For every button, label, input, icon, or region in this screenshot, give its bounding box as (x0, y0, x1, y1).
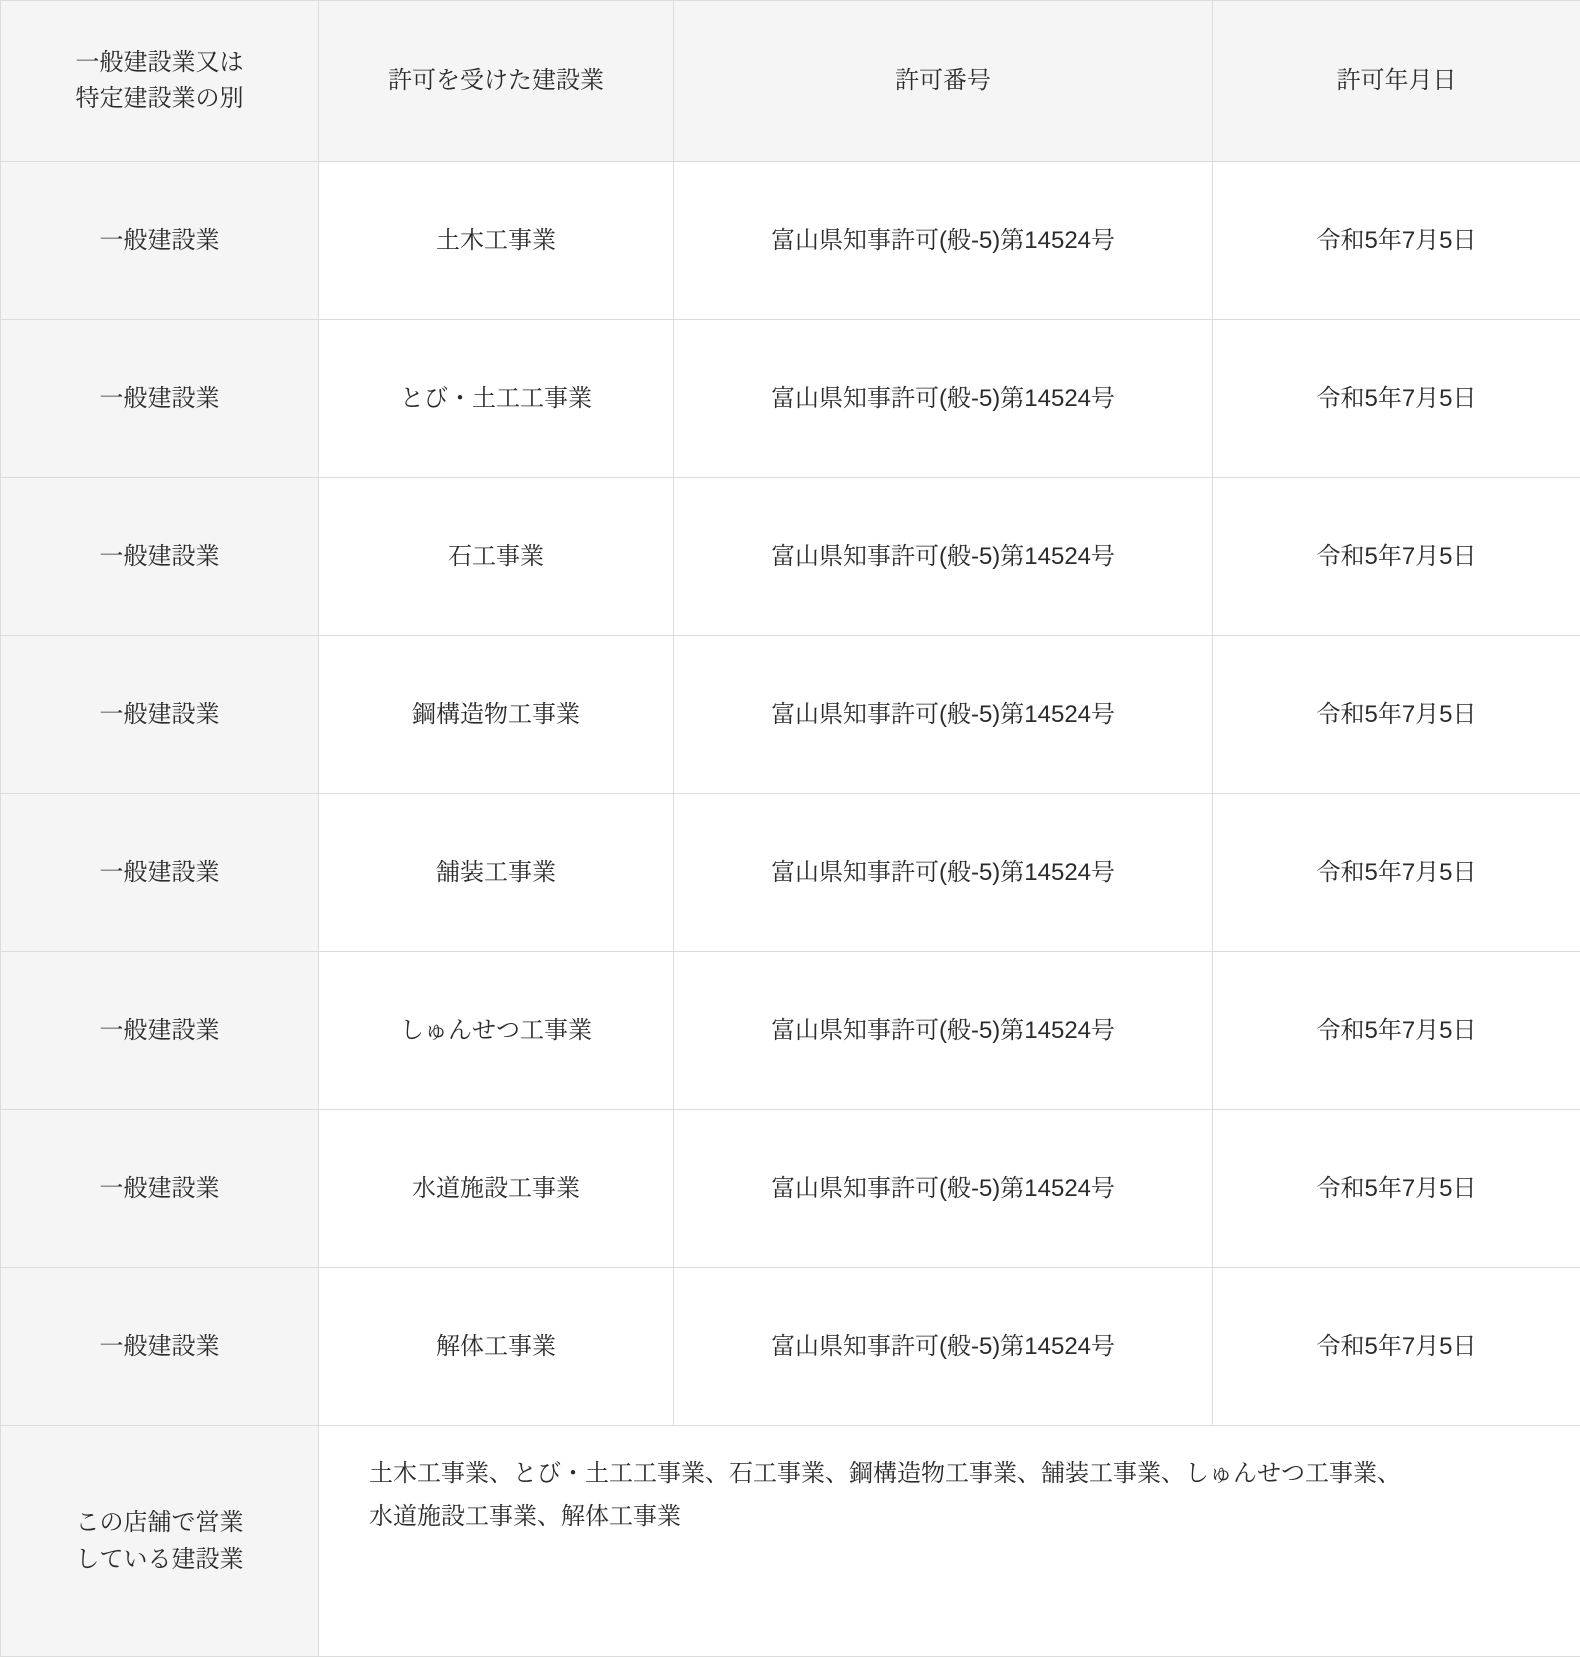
cell-business: 土木工事業 (319, 162, 674, 320)
table-header (1, 1, 1580, 162)
table-row (1, 1268, 1580, 1426)
footer-label-line2: している建設業 (9, 1541, 310, 1578)
cell-business: 水道施設工事業 (319, 1110, 674, 1268)
column-header-license-number: 許可番号 (674, 1, 1213, 162)
cell-license-kind: 一般建設業 (1, 1268, 319, 1426)
table-row (1, 162, 1580, 320)
cell-license-number: 富山県知事許可(般-5)第14524号 (674, 1268, 1213, 1426)
column-header-license-kind-line1: 一般建設業又は (9, 45, 310, 81)
cell-license-date: 令和5年7月5日 (1213, 794, 1580, 952)
column-header-license-date: 許可年月日 (1213, 1, 1580, 162)
footer-label-line1: この店舗で営業 (9, 1504, 310, 1541)
table-header-row (1, 1, 1580, 162)
cell-business: 舗装工事業 (319, 794, 674, 952)
table-row (1, 320, 1580, 478)
cell-business: しゅんせつ工事業 (319, 952, 674, 1110)
cell-license-number: 富山県知事許可(般-5)第14524号 (674, 320, 1213, 478)
footer-label-active-businesses (1, 1426, 319, 1657)
cell-business: 解体工事業 (319, 1268, 674, 1426)
cell-license-date: 令和5年7月5日 (1213, 162, 1580, 320)
table-row (1, 794, 1580, 952)
column-header-license-kind-line2: 特定建設業の別 (9, 81, 310, 117)
cell-license-date: 令和5年7月5日 (1213, 320, 1580, 478)
table-row (1, 952, 1580, 1110)
table-row (1, 1110, 1580, 1268)
footer-value-line2: 水道施設工事業、解体工事業 (369, 1495, 1536, 1538)
cell-license-number: 富山県知事許可(般-5)第14524号 (674, 162, 1213, 320)
column-header-business: 許可を受けた建設業 (319, 1, 674, 162)
cell-license-date: 令和5年7月5日 (1213, 1268, 1580, 1426)
column-header-license-kind (1, 1, 319, 162)
cell-license-number: 富山県知事許可(般-5)第14524号 (674, 636, 1213, 794)
footer-value-active-businesses (319, 1426, 1580, 1657)
cell-business: 石工事業 (319, 478, 674, 636)
cell-license-kind: 一般建設業 (1, 636, 319, 794)
table-body (1, 162, 1580, 1657)
cell-license-kind: 一般建設業 (1, 952, 319, 1110)
footer-value-line1: 土木工事業、とび・土工工事業、石工事業、鋼構造物工事業、舗装工事業、しゅんせつ工事業、 (369, 1452, 1536, 1495)
cell-license-date: 令和5年7月5日 (1213, 478, 1580, 636)
cell-license-kind: 一般建設業 (1, 1110, 319, 1268)
cell-license-kind: 一般建設業 (1, 320, 319, 478)
cell-business: 鋼構造物工事業 (319, 636, 674, 794)
cell-license-date: 令和5年7月5日 (1213, 1110, 1580, 1268)
table-footer-row (1, 1426, 1580, 1657)
cell-license-kind: 一般建設業 (1, 162, 319, 320)
cell-license-date: 令和5年7月5日 (1213, 952, 1580, 1110)
cell-business: とび・土工工事業 (319, 320, 674, 478)
table-row (1, 636, 1580, 794)
cell-license-number: 富山県知事許可(般-5)第14524号 (674, 794, 1213, 952)
cell-license-number: 富山県知事許可(般-5)第14524号 (674, 478, 1213, 636)
cell-license-number: 富山県知事許可(般-5)第14524号 (674, 1110, 1213, 1268)
cell-license-kind: 一般建設業 (1, 478, 319, 636)
cell-license-kind: 一般建設業 (1, 794, 319, 952)
cell-license-date: 令和5年7月5日 (1213, 636, 1580, 794)
cell-license-number: 富山県知事許可(般-5)第14524号 (674, 952, 1213, 1110)
table-row (1, 478, 1580, 636)
